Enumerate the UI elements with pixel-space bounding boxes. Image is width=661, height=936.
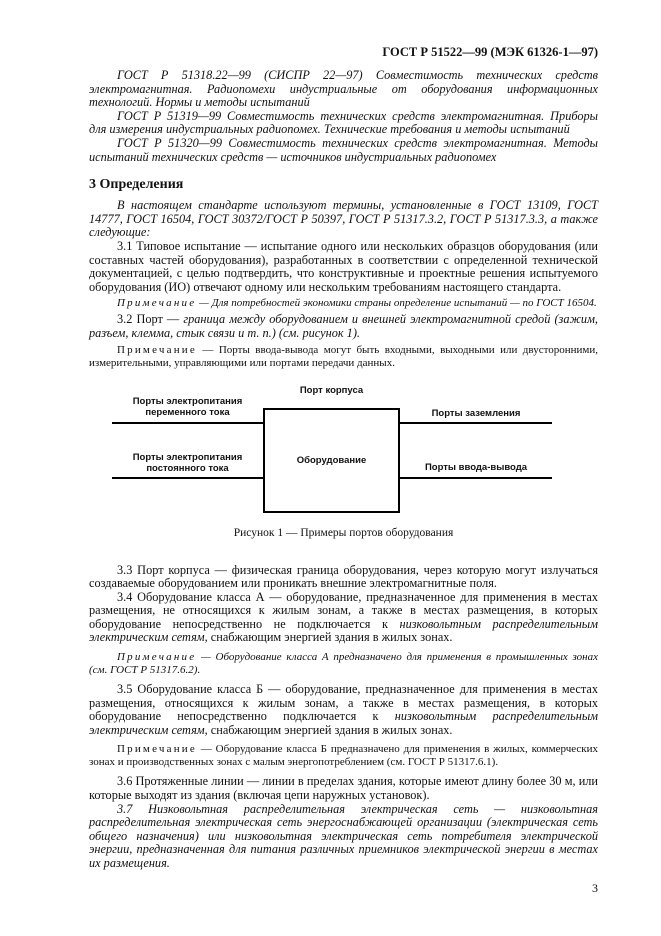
label-line: Порты электропитания (132, 395, 243, 407)
dc-port-line (112, 477, 264, 480)
note-3-4 (89, 651, 598, 677)
term: 3.2 Порт — (117, 312, 184, 327)
definition-text: 3.4 Оборудование класса А — оборудование, предназначенное для применения в местах размещения, не относящихся к жилым зонам, а также в местах размещения, в которых оборудование непосредственно не подключается к (89, 589, 598, 631)
page-number: 3 (592, 880, 598, 895)
section-title: 3 Определения (89, 177, 184, 193)
reference-item: ГОСТ Р 51318.22—99 (СИСПР 22—97) Совместимость технических средств электромагнитная. Радиопомехи индустриальные от оборудования информационных технологий. Нормы и методы испытаний (89, 68, 598, 110)
note-label: Примечание (117, 343, 197, 356)
earth-port-line (398, 422, 552, 425)
definition-3-6: 3.6 Протяженные линии — линии в пределах здания, которые имеют длину более 30 м, или которые выходят из здания (включая цепи наружных установок). (89, 774, 598, 803)
note-label: Примечание (117, 651, 197, 664)
definition-3-4 (89, 591, 598, 645)
references-block (89, 69, 598, 164)
definition-text: 3.5 Оборудование класса Б — оборудование, предназначенное для применения в местах размещения, относящихся к жилым зонам, а также в местах размещения, в которых оборудование непосредственно подключается к (89, 682, 598, 724)
note-3-1 (89, 297, 598, 310)
definition-text: снабжающим энергией здания в жилых зонах. (207, 630, 453, 645)
label-enclosure-port: Порт корпуса (299, 384, 364, 396)
note-label: Примечание (117, 297, 197, 310)
note-text: — Порты ввода-вывода могут быть входными, выходными или двусторонними, измерительными, управляющими или портами передачи данных. (89, 343, 598, 369)
definition-text: граница между оборудованием и внешней электромагнитной средой (зажим, разъем, клемма, стык связи и т. п.) (см. рисунок 1). (89, 312, 598, 340)
label-line: постоянного тока (146, 462, 229, 474)
note-label: Примечание (117, 743, 197, 756)
term-reference: низковольтным распределительным электрическим сетям, (89, 709, 598, 737)
definition-3-5 (89, 683, 598, 737)
label-ac-ports (112, 396, 263, 418)
term-reference: низковольтным распределительным электрическим сетям, (89, 616, 598, 645)
label-equipment: Оборудование (296, 454, 367, 466)
note-3-5 (89, 743, 598, 769)
definition-3-2 (89, 313, 598, 340)
note-text: — Для потребностей экономики страны определение испытаний — по ГОСТ 16504. (196, 297, 597, 310)
definition-3-7: 3.7 Низковольтная распределительная электрическая сеть — низковольтная распределительная электрическая сеть энергоснабжающей организации (электрическая сеть общего назначения) или низковольтная электрическая сеть потребителя электрической энергии, предназначенная для питания различных приемников электрической энергии в местах их размещения. (89, 801, 598, 870)
label-line: переменного тока (145, 406, 230, 418)
figure-caption: Рисунок 1 — Примеры портов оборудования (233, 526, 454, 539)
ac-port-line (112, 422, 264, 425)
document-header: ГОСТ Р 51522—99 (МЭК 61326-1—97) (382, 45, 598, 59)
figure-equipment-ports (100, 380, 560, 520)
definition-3-3: 3.3 Порт корпуса — физическая граница оборудования, через которую могут излучаться создаваемые оборудованием или проникать внешние электромагнитные поля. (89, 562, 598, 591)
definitions-continued (89, 564, 598, 871)
note-text: — Оборудование класса А предназначено для применения в промышленных зонах (см. ГОСТ Р 51317.6.2). (89, 651, 598, 677)
definition-text: снабжающим энергией здания в жилых зонах. (207, 722, 453, 737)
note-3-2 (89, 344, 598, 370)
label-dc-ports (112, 452, 263, 474)
label-earth-ports: Порты заземления (431, 407, 521, 419)
io-port-line (398, 477, 552, 480)
reference-item: ГОСТ Р 51319—99 Совместимость технических средств электромагнитная. Приборы для измерения индустриальных радиопомех. Технические требования и методы испытаний (89, 108, 598, 137)
definition-3-1: 3.1 Типовое испытание — испытание одного или нескольких образцов оборудования (или составных частей оборудования), разработанных в соответствии с определенной технической документацией, с целью подтвердить, что конструктивные и проектные решения испытуемого оборудования (ИО) отвечают одному или нескольким требованиям настоящего стандарта. (89, 238, 598, 294)
figure-container (89, 380, 598, 522)
note-text: — Оборудование класса Б предназначено для применения в жилых, коммерческих зонах и производственных зонах с малым энергопотреблением (см. ГОСТ Р 51317.6.1). (89, 743, 598, 769)
definitions-section (89, 176, 598, 369)
label-io-ports: Порты ввода-вывода (424, 461, 528, 473)
label-line: Порты электропитания (132, 451, 243, 463)
reference-item: ГОСТ Р 51320—99 Совместимость технических средств электромагнитная. Методы испытаний технических средств — источников индустриальных радиопомех (89, 135, 598, 164)
intro-paragraph: В настоящем стандарте используют термины, установленные в ГОСТ 13109, ГОСТ 14777, ГОСТ 16504, ГОСТ 30372/ГОСТ Р 50397, ГОСТ Р 51317.3.2, ГОСТ Р 51317.3.3, а также следующие: (89, 198, 598, 240)
